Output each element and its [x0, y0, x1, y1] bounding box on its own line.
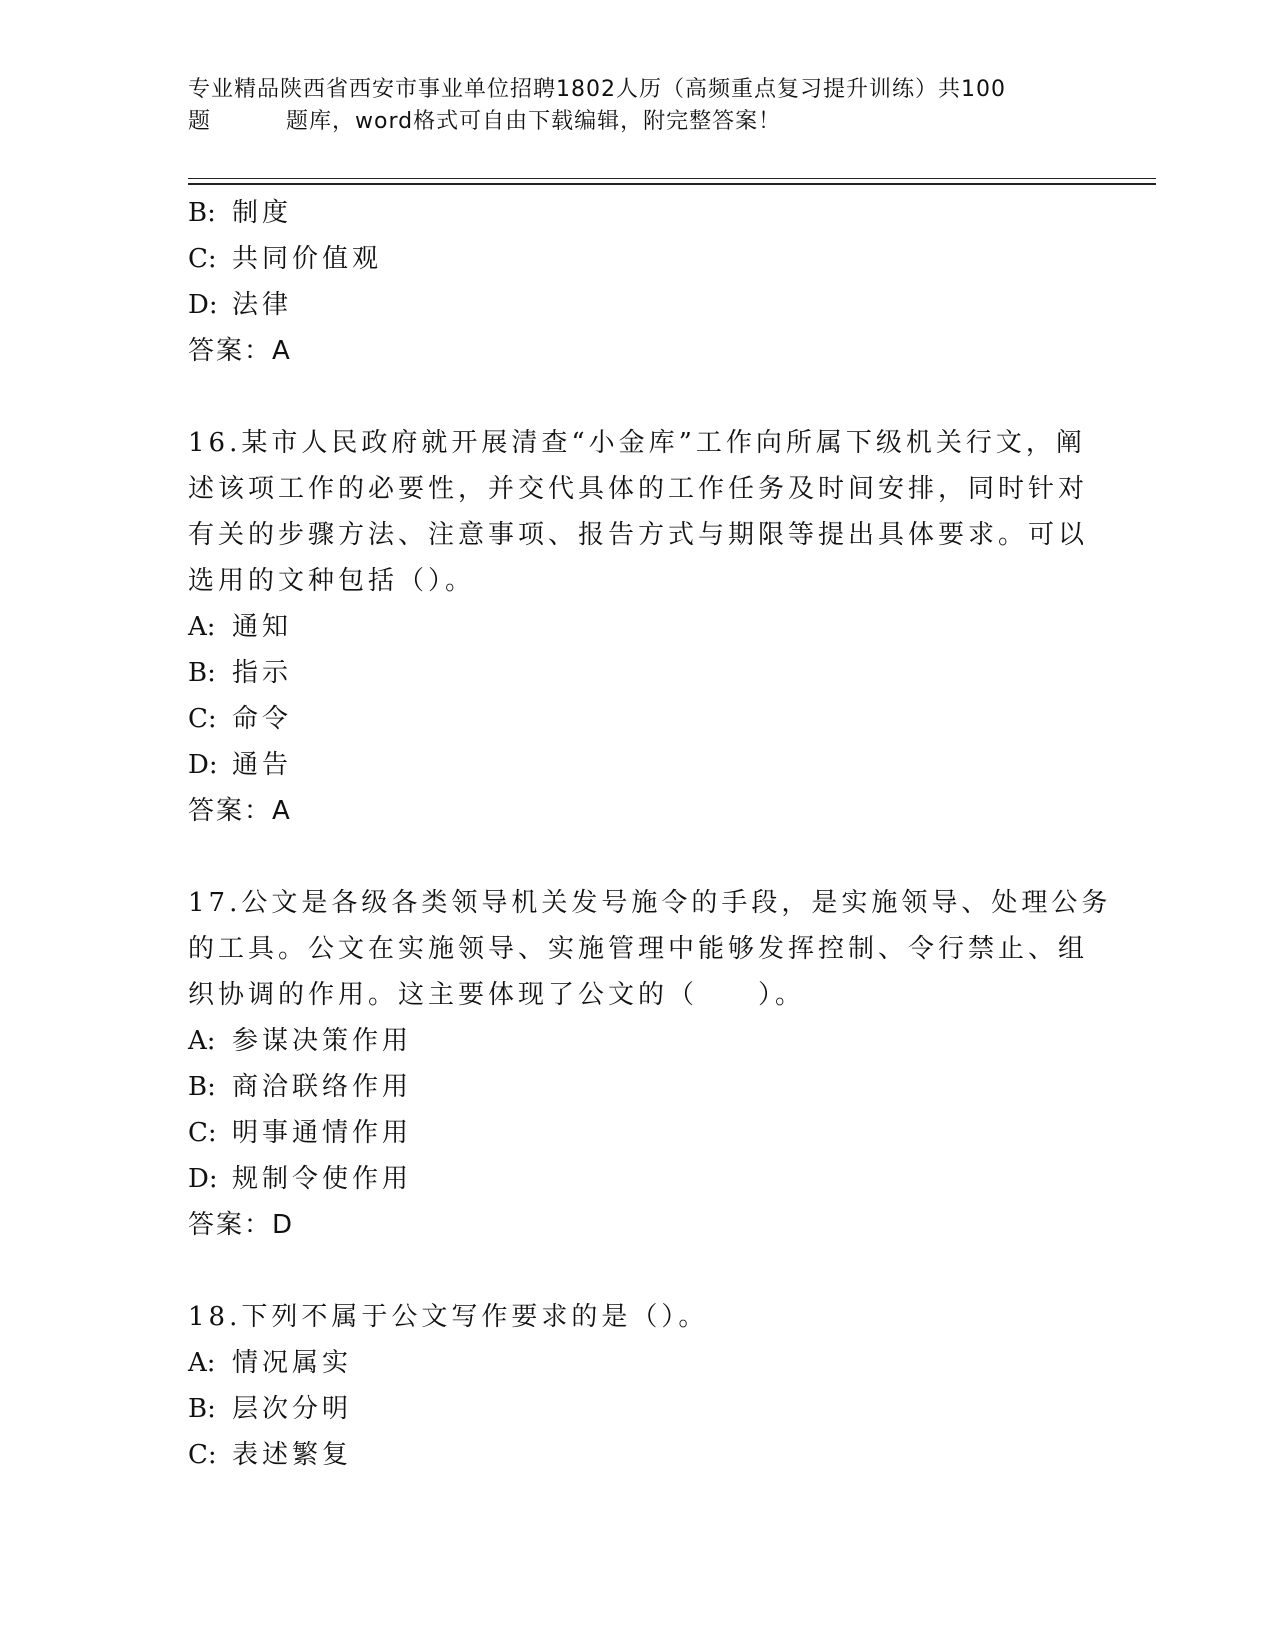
option-b: B: 指示	[188, 658, 293, 688]
question-text-line: 16.某市人民政府就开展清查“小金库”工作向所属下级机关行文，阐	[188, 428, 1086, 458]
question-content	[188, 190, 1112, 1478]
question-text-line: 述该项工作的必要性，并交代具体的工作任务及时间安排，同时针对	[188, 474, 1089, 504]
question-text-line: 17.公文是各级各类领导机关发号施令的手段，是实施领导、处理公务	[188, 888, 1112, 918]
option-a: A: 通知	[188, 612, 293, 642]
answer: 答案：D	[188, 1210, 295, 1240]
option-c: C: 共同价值观	[188, 244, 383, 274]
header-line2-left: 题	[188, 109, 212, 134]
option-d: D: 通告	[188, 750, 293, 780]
answer: 答案：A	[188, 336, 292, 366]
header-title-line1: 专业精品陕西省西安市事业单位招聘1802人历（高频重点复习提升训练）共100	[188, 77, 1006, 102]
question-16	[188, 420, 1088, 834]
question-17	[188, 880, 1112, 1248]
header-title-line2	[188, 108, 781, 136]
option-a: A: 参谋决策作用	[188, 1026, 413, 1056]
question-text-line: 的工具。公文在实施领导、实施管理中能够发挥控制、令行禁止、组	[188, 934, 1089, 964]
option-c: C: 明事通情作用	[188, 1118, 413, 1148]
question-15-tail	[188, 190, 1088, 374]
header-rule-thin	[188, 178, 1156, 179]
question-text-line: 有关的步骤方法、注意事项、报告方式与期限等提出具体要求。可以	[188, 520, 1089, 550]
option-c: C: 命令	[188, 704, 293, 734]
question-18	[188, 1294, 1088, 1478]
option-b: B: 制度	[188, 198, 293, 228]
answer: 答案：A	[188, 796, 292, 826]
option-c: C: 表述繁复	[188, 1440, 353, 1470]
option-b: B: 层次分明	[188, 1394, 353, 1424]
question-text-line: 18.下列不属于公文写作要求的是（）。	[188, 1302, 709, 1332]
question-text-line: 选用的文种包括（）。	[188, 566, 476, 596]
header-rule-thick	[188, 183, 1156, 185]
option-d: D: 规制令使作用	[188, 1164, 413, 1194]
header-line2-right: 题库，word格式可自由下载编辑，附完整答案！	[286, 109, 782, 134]
option-b: B: 商洽联络作用	[188, 1072, 413, 1102]
option-d: D: 法律	[188, 290, 293, 320]
option-a: A: 情况属实	[188, 1348, 353, 1378]
question-text-line: 织协调的作用。这主要体现了公文的（ ）。	[188, 980, 806, 1010]
